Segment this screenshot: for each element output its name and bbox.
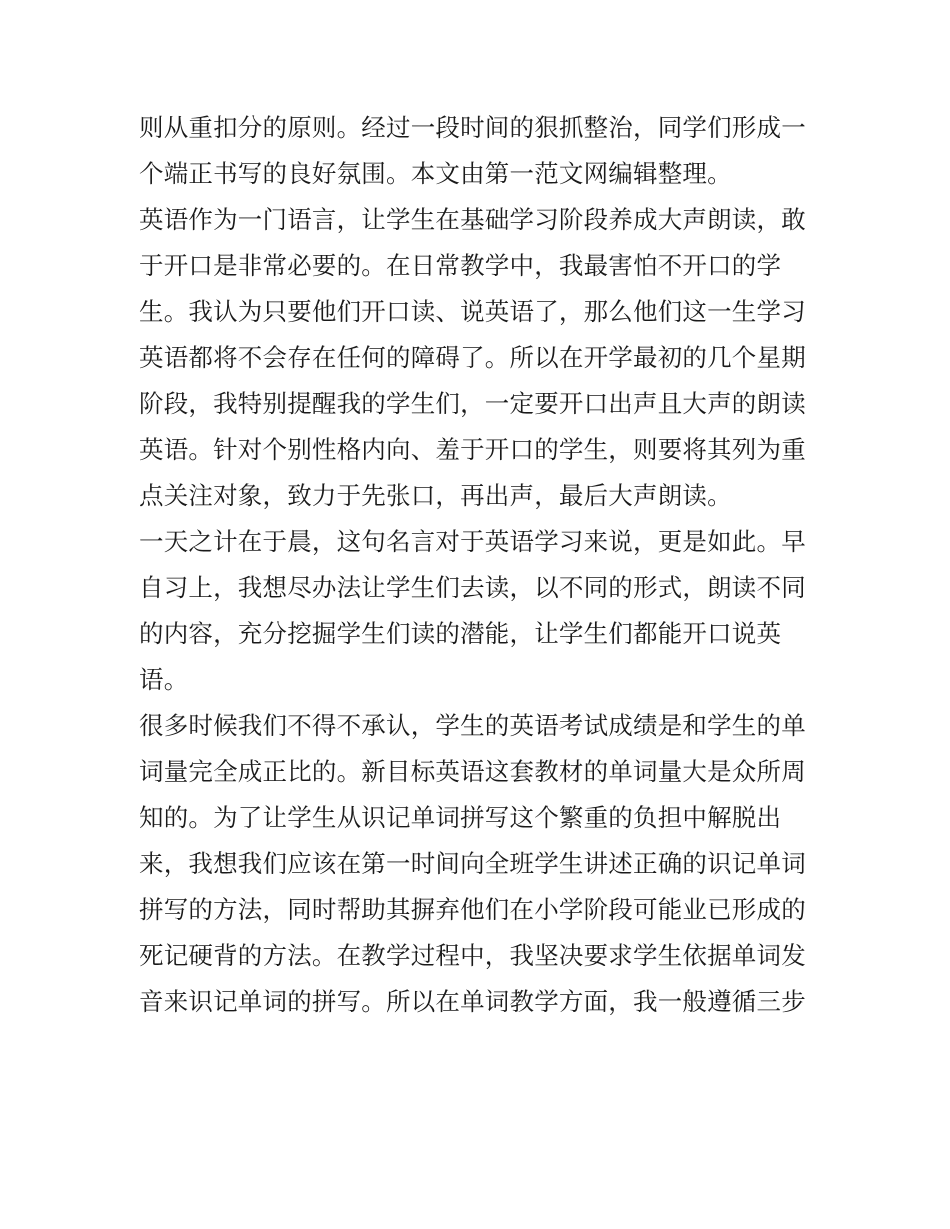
text-line: 英语。针对个别性格内向、羞于开口的学生，则要将其列为重 (139, 435, 806, 464)
text-line: 来，我想我们应该在第一时间向全班学生讲述正确的识记单词 (139, 849, 806, 878)
text-line: 于开口是非常必要的。在日常教学中，我最害怕不开口的学 (139, 251, 782, 280)
text-line: 生。我认为只要他们开口读、说英语了，那么他们这一生学习 (139, 297, 806, 326)
text-line: 很多时候我们不得不承认，学生的英语考试成绩是和学生的单 (139, 711, 806, 740)
body-text (139, 105, 819, 1025)
text-line: 的内容，充分挖掘学生们读的潜能，让学生们都能开口说英 (139, 619, 782, 648)
text-line: 音来识记单词的拼写。所以在单词教学方面，我一般遵循三步 (139, 987, 806, 1016)
text-line: 拼写的方法，同时帮助其摒弃他们在小学阶段可能业已形成的 (139, 895, 806, 924)
text-line: 一天之计在于晨，这句名言对于英语学习来说，更是如此。早 (139, 527, 806, 556)
text-line: 语。 (139, 665, 189, 694)
text-line: 死记硬背的方法。在教学过程中，我坚决要求学生依据单词发 (139, 941, 806, 970)
text-line: 点关注对象，致力于先张口，再出声，最后大声朗读。 (139, 481, 732, 510)
text-line: 则从重扣分的原则。经过一段时间的狠抓整治，同学们形成一 (139, 113, 806, 142)
text-line: 自习上，我想尽办法让学生们去读，以不同的形式，朗读不同 (139, 573, 806, 602)
text-line: 词量完全成正比的。新目标英语这套教材的单词量大是众所周 (139, 757, 806, 786)
text-line: 个端正书写的良好氛围。本文由第一范文网编辑整理。 (139, 159, 732, 188)
text-line: 知的。为了让学生从识记单词拼写这个繁重的负担中解脱出 (139, 803, 782, 832)
text-line: 英语都将不会存在任何的障碍了。所以在开学最初的几个星期 (139, 343, 806, 372)
text-line: 英语作为一门语言，让学生在基础学习阶段养成大声朗读，敢 (139, 205, 806, 234)
text-line: 阶段，我特别提醒我的学生们，一定要开口出声且大声的朗读 (139, 389, 806, 418)
